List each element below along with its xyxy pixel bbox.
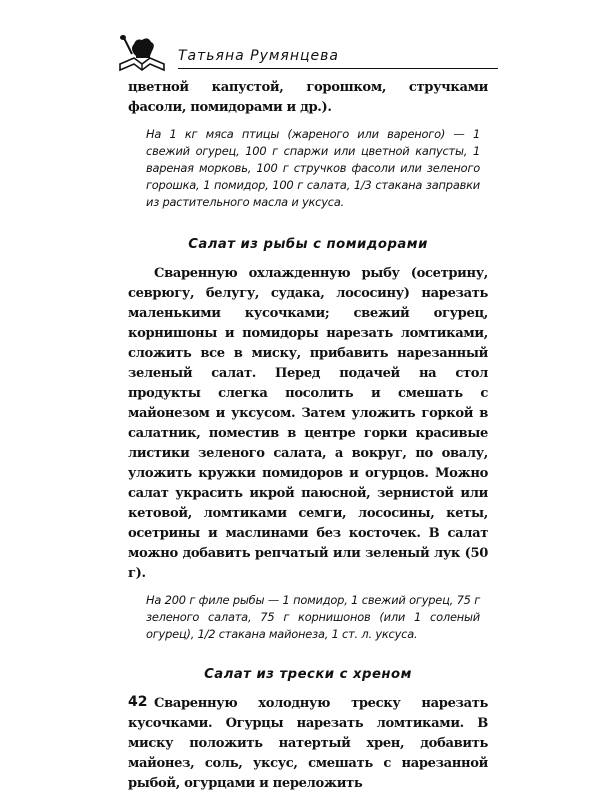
recipe-ingredients-fish-tomato: На 200 г филе рыбы — 1 помидор, 1 свежий огурец, 75 г зеленого салата, 75 г корнишонов (или 1 соленый огурец), 1/2 стакана майонеза, 1 ст. л. уксуса. bbox=[146, 593, 480, 641]
header-rule bbox=[178, 68, 498, 69]
chef-hat-book-icon bbox=[118, 34, 166, 74]
recipe-title-fish-tomato: Салат из рыбы с помидорами bbox=[188, 237, 428, 252]
page-header bbox=[118, 34, 498, 70]
intro-ingredients: На 1 кг мяса птицы (жареного или вареного) — 1 свежий огурец, 100 г спаржи или цветной капусты, 1 вареная морковь, 100 г стручков фасоли или зеленого горошка, 1 помидор, 100 г салата, 1/3 стакана заправки из растительного масла и уксуса. bbox=[146, 127, 480, 209]
author-name: Татьяна Румянцева bbox=[178, 48, 339, 64]
page-number: 42 bbox=[128, 694, 148, 710]
recipe-body-cod-horseradish: Сваренную холодную треску нарезать кусочками. Огурцы нарезать ломтиками. В миску положить натертый хрен, добавить майонез, соль, уксус, смешать с нарезанной рыбой, огурцами и переложить bbox=[128, 696, 488, 791]
page-content bbox=[128, 78, 488, 794]
intro-continuation: цветной капустой, горошком, стручками фасоли, помидорами и др.). bbox=[128, 80, 488, 115]
recipe-body-fish-tomato: Сваренную охлажденную рыбу (осетрину, севрюгу, белугу, судака, лососину) нарезать маленькими кусочками; свежий огурец, корнишоны и помидоры нарезать ломтиками, сложить все в миску, прибавить нарезанный зеленый салат. Перед подачей на стол продукты слегка посолить и смешать с майонезом и уксусом. Затем уложить горкой в салатник, поместив в центре горки красивые листики зеленого салата, а вокруг, по овалу, уложить кружки помидоров и огурцов. Можно салат украсить икрой паюсной, зернистой или кетовой, ломтиками семги, лососины, кеты, осетрины и маслинами без косточек. В салат можно добавить репчатый или зеленый лук (50 г). bbox=[128, 266, 488, 581]
recipe-title-cod-horseradish: Салат из трески с хреном bbox=[204, 667, 412, 682]
